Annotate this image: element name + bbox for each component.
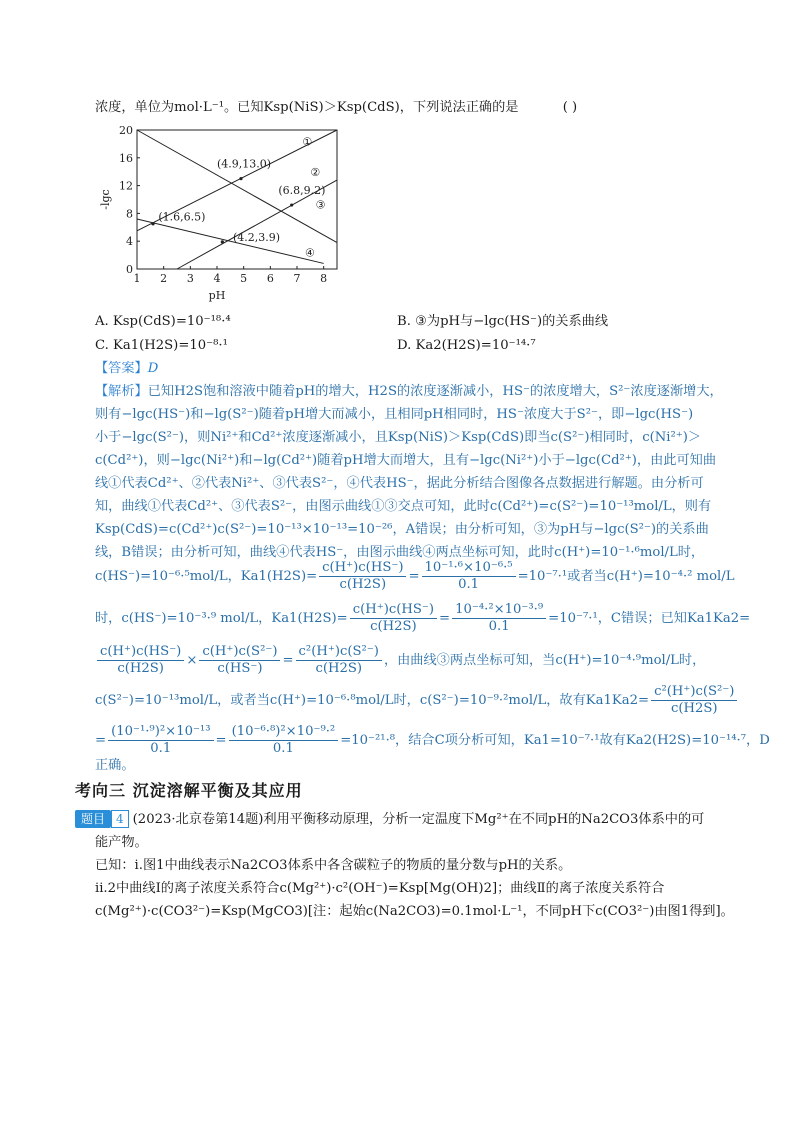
analysis-line-2: 则有−lgc(HS⁻)和−lg(S²⁻)随着pH增大而减小，且相同pH相同时，HS⁻浓度大于S²⁻，即−lgc(HS⁻) (95, 407, 694, 422)
question-text-1: (2023·北京卷第14题)利用平衡移动原理，分析一定温度下Mg²⁺在不同pH的Na2CO3体系中的可 (132, 812, 705, 827)
fraction-denominator: 0.1 (458, 577, 480, 592)
x-tick-label: 7 (293, 272, 301, 285)
analysis-text-9a: c(HS⁻)=10⁻⁶·⁵mol/L，Ka1(H2S)= (95, 569, 318, 584)
intersection-point (151, 222, 154, 225)
fraction-denominator: c(H2S) (370, 619, 417, 634)
answer-value: D (147, 361, 159, 376)
fraction-denominator: 0.1 (488, 619, 510, 634)
curve-label: ③ (315, 198, 326, 212)
analysis-text-12a: c(S²⁻)=10⁻¹³mol/L，或者当c(H⁺)=10⁻⁶·⁸mol/L时，c(S²⁻)=10⁻⁹·²mol/L，故有Ka1Ka2= (95, 693, 650, 708)
option-d[interactable]: D. Ka2(H2S)=10⁻¹⁴·⁷ (397, 338, 536, 353)
analysis-text-9b: =10⁻⁷·¹或者当c(H⁺)=10⁻⁴·² mol/L (517, 569, 735, 584)
analysis-text-1: 已知H2S饱和溶液中随着pH的增大，H2S的浓度逐渐减小，HS⁻的浓度增大，S²⁻浓度逐渐增大， (147, 384, 723, 399)
fraction (319, 560, 406, 593)
fraction-denominator: c(H2S) (339, 577, 387, 592)
section-heading: 考向三 沉淀溶解平衡及其应用 (75, 781, 303, 800)
question-badge: 题目 (75, 810, 111, 828)
intersection-point (239, 177, 242, 180)
analysis-line-7: Ksp(CdS)=c(Cd²⁺)c(S²⁻)=10⁻¹³×10⁻¹³=10⁻²⁶，A错误；由分析可知，③为pH与−lgc(S²⁻)的关系曲 (95, 522, 709, 537)
analysis-line-10: 时，c(HS⁻)=10⁻³·⁹ mol/L，Ka1(H2S)= $\frac{c(H^+)c(HS^-)}{c(H2S)}$ = $\frac{\text{10⁻⁴·²×10⁻³·⁹}}{0.1}$ =10⁻⁷·¹，C错误；已知Ka1Ka2= (95, 602, 751, 634)
question-line-4: ii.2中曲线Ⅰ的离子浓度关系符合c(Mg²⁺)·c²(OH⁻)=Ksp[Mg(OH)2]；曲线Ⅱ的离子浓度关系符合 (95, 881, 665, 896)
analysis-line-5: 线①代表Cd²⁺、②代表Ni²⁺、③代表S²⁻，④代表HS⁻，据此分析结合图像各点数据进行解题。由分析可 (95, 476, 704, 491)
y-tick-label: 8 (126, 207, 133, 221)
curve-label: ② (310, 165, 321, 179)
option-c[interactable]: C. Ka1(H2S)=10⁻⁸·¹ (95, 338, 228, 353)
analysis-line-14: 正确。 (95, 758, 135, 773)
fraction-numerator: c(H⁺)c(HS⁻) (350, 602, 437, 619)
y-tick-label: 20 (119, 124, 133, 137)
analysis-line-12 (95, 684, 739, 717)
fraction-denominator: 0.1 (272, 741, 294, 756)
point-annotation: (4.9,13.0) (217, 157, 272, 171)
x-tick-label: 1 (133, 272, 141, 285)
option-a[interactable]: A. Ksp(CdS)=10⁻¹⁸·⁴ (95, 314, 231, 329)
question-line-2: 能产物。 (95, 835, 148, 850)
answer-line (95, 359, 158, 379)
analysis-text-11b: ，由曲线③两点坐标可知，当c(H⁺)=10⁻⁴·⁹mol/L时， (383, 653, 706, 668)
fraction (229, 724, 339, 757)
ph-lgc-chart (95, 122, 355, 307)
y-axis-label: -lgc (99, 189, 112, 210)
fraction (97, 644, 184, 677)
fraction (108, 724, 213, 757)
x-axis-label: pH (208, 289, 226, 302)
analysis-line-6: 知，曲线①代表Cd²⁺、③代表S²⁻，由图示曲线①③交点可知，此时c(Cd²⁺)=c(S²⁻)=10⁻¹³mol/L，则有 (95, 499, 712, 514)
fraction-numerator: (10⁻¹·⁹)²×10⁻¹³ (108, 724, 213, 741)
fraction-numerator: 10⁻⁴·²×10⁻³·⁹ (452, 602, 546, 619)
fraction (422, 560, 516, 593)
fraction-numerator: c(H⁺)c(S²⁻) (199, 644, 280, 661)
fraction (651, 684, 737, 717)
intro-text (95, 98, 577, 118)
y-tick-label: 12 (119, 179, 133, 193)
x-tick-label: 5 (240, 272, 248, 285)
analysis-text-13b: =10⁻²¹·⁸，结合C项分析可知，Ka1=10⁻⁷·¹故有Ka2(H2S)=10⁻¹⁴·⁷，D (340, 733, 770, 748)
answer-blank: ( ) (562, 100, 578, 115)
analysis-line-13: = $\frac{\text{(10⁻¹·⁹)²×10⁻¹³}}{0.1}$ = $\frac{\text{(10⁻⁶·⁸)²×10⁻⁹·²}}{0.1}$ =10⁻²¹·⁸，结合C项分析可知，Ka1=10⁻⁷·¹故有Ka2(H2S)=10⁻¹⁴·⁷，D (95, 724, 770, 756)
fraction-numerator: c(H⁺)c(HS⁻) (319, 560, 406, 577)
fraction-denominator: c(H2S) (315, 661, 363, 676)
y-tick-label: 16 (119, 151, 133, 165)
x-tick-label: 3 (186, 272, 194, 285)
x-tick-label: 6 (266, 272, 274, 285)
analysis-line-3: 小于−lgc(S²⁻)，则Ni²⁺和Cd²⁺浓度逐渐减小，且Ksp(NiS)＞Ksp(CdS)即当c(S²⁻)相同时，c(Ni²⁺)＞ (95, 430, 702, 445)
x-tick-label: 2 (160, 272, 168, 285)
fraction-denominator: 0.1 (150, 741, 172, 756)
question-number: 4 (111, 810, 129, 828)
intersection-point (290, 203, 293, 206)
fraction-denominator: c(HS⁻) (217, 661, 263, 676)
analysis-line-8: 线，B错误；由分析可知，曲线④代表HS⁻，由图示曲线④两点坐标可知，此时c(H⁺)=10⁻¹·⁶mol/L时， (95, 545, 705, 560)
option-b[interactable]: B. ③为pH与−lgc(HS⁻)的关系曲线 (397, 314, 609, 329)
y-tick-label: 4 (126, 235, 133, 249)
fraction-numerator: c²(H⁺)c(S²⁻) (296, 644, 382, 661)
fraction-numerator: 10⁻¹·⁶×10⁻⁶·⁵ (422, 560, 516, 577)
series-line-4 (137, 219, 324, 263)
analysis-line-4: c(Cd²⁺)，则−lgc(Ni²⁺)和−lg(Cd²⁺)随着pH增大而增大，且有−lgc(Ni²⁺)小于−lgc(Cd²⁺)，由此可知曲 (95, 453, 717, 468)
analysis-label: 【解析】 (95, 384, 148, 399)
intro-sentence: 浓度，单位为mol·L⁻¹。已知Ksp(NiS)＞Ksp(CdS)，下列说法正确的是 (95, 100, 519, 115)
x-tick-label: 4 (213, 272, 221, 285)
answer-label: 【答案】 (95, 361, 148, 376)
fraction (199, 644, 280, 677)
question-line-1 (75, 810, 704, 830)
question-line-5: c(Mg²⁺)·c(CO3²⁻)=Ksp(MgCO3)[注：起始c(Na2CO3)=0.1mol·L⁻¹，不同pH下c(CO3²⁻)由图1得到]。 (95, 904, 734, 919)
fraction (350, 602, 437, 635)
fraction (296, 644, 382, 677)
point-annotation: (6.8,9.2) (278, 183, 326, 197)
y-tick-label: 0 (126, 263, 133, 276)
fraction-denominator: c(H2S) (670, 701, 718, 716)
analysis-line-1 (95, 382, 723, 402)
curve-label: ④ (305, 246, 315, 260)
curve-label: ① (302, 135, 313, 149)
analysis-text-10b: =10⁻⁷·¹，C错误；已知Ka1Ka2= (548, 611, 751, 626)
point-annotation: (1.6,6.5) (158, 210, 206, 224)
analysis-line-11: $\frac{c(H^+)c(HS^-)}{c(H2S)}$ × $\frac{\text{c(H⁺)c(S²⁻)}}{c(HS^-)}$ = $\frac{\text{c²(H⁺)c(S²⁻)}}{c(H2S)}$ ，由曲线③两点坐标可知，当c(H⁺)=10⁻⁴·⁹mol/L时， (95, 644, 705, 677)
analysis-text-10a: 时，c(HS⁻)=10⁻³·⁹ mol/L，Ka1(H2S)= (95, 611, 348, 626)
point-annotation: (4.2,3.9) (233, 231, 281, 245)
x-tick-label: 8 (320, 272, 328, 285)
question-line-3: 已知：i.图1中曲线表示Na2CO3体系中各含碳粒子的物质的量分数与pH的关系。 (95, 858, 572, 873)
analysis-line-9: c(HS⁻)=10⁻⁶·⁵mol/L，Ka1(H2S)= $\frac{c(H^+)c(HS^-)}{c(H2S)}$ = $\frac{\text{10⁻¹·⁶×10⁻⁶·⁵}}{0.1}$ =10⁻⁷·¹或者当c(H⁺)=10⁻⁴·² mol/L (95, 560, 735, 592)
fraction-numerator: c(H⁺)c(HS⁻) (97, 644, 184, 661)
fraction-numerator: c²(H⁺)c(S²⁻) (651, 684, 737, 701)
fraction-denominator: c(H2S) (117, 661, 164, 676)
intersection-point (221, 240, 224, 243)
fraction (452, 602, 546, 635)
fraction-numerator: (10⁻⁶·⁸)²×10⁻⁹·² (229, 724, 339, 741)
